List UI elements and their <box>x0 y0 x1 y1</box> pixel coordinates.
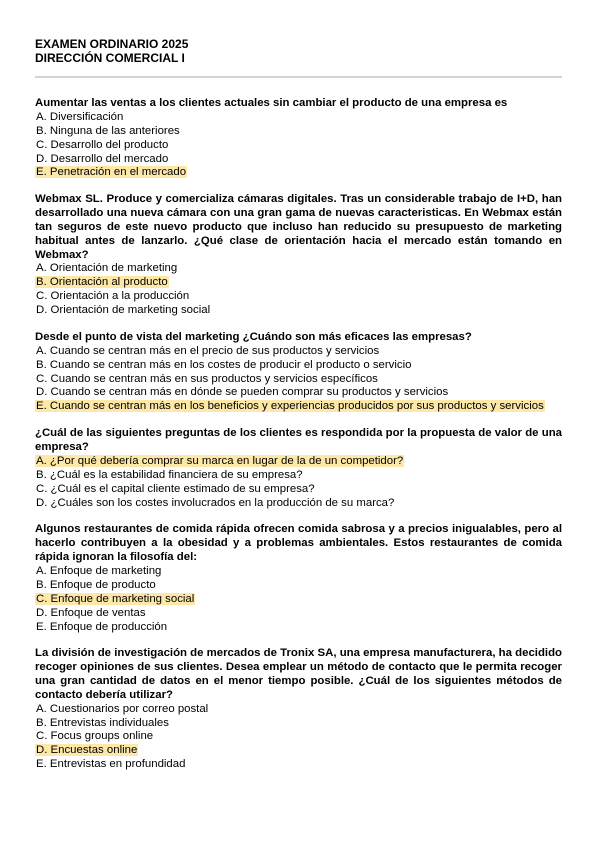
option-d: D. Orientación de marketing social <box>36 304 211 317</box>
option-b: B. ¿Cuál es la estabilidad financiera de su empresa? <box>36 468 303 481</box>
question-text: Aumentar las ventas a los clientes actuales sin cambiar el producto de una empresa es <box>35 97 508 109</box>
option-b: B. Enfoque de producto <box>36 578 156 591</box>
course-title: DIRECCIÓN COMERCIAL I <box>35 51 185 65</box>
option-c: C. Desarrollo del producto <box>36 138 169 151</box>
option-c: C. ¿Cuál es el capital cliente estimado de su empresa? <box>36 482 315 495</box>
option-e-highlighted: E. Cuando se centran más en los beneficios y experiencias producidos por sus productos y servicios <box>36 400 544 413</box>
question-text: La división de investigación de mercados de Tronix SA, una empresa manufacturera, ha decidido recoger opiniones de sus clientes. Desea emplear un método de contacto que le permita recoger una gran cantidad de datos en el menor tiempo posible. ¿Cuál de los siguientes métodos de contacto debería utilizar? <box>35 647 562 701</box>
option-d: D. Cuando se centran más en dónde se pueden comprar su productos y servicios <box>36 386 449 399</box>
option-c: C. Cuando se centran más en sus productos y servicios específicos <box>36 372 378 385</box>
question-text: ¿Cuál de las siguientes preguntas de los clientes es respondida por la propuesta de valor de una empresa? <box>35 427 562 454</box>
option-d: D. Desarrollo del mercado <box>36 152 169 165</box>
option-a: A. Cuestionarios por correo postal <box>36 702 209 715</box>
question-3 <box>35 331 562 414</box>
exam-page <box>35 37 562 785</box>
question-1 <box>35 97 562 180</box>
header-divider <box>35 76 562 78</box>
option-d: D. ¿Cuáles son los costes involucrados en la producción de su marca? <box>36 496 395 509</box>
question-2 <box>35 193 562 318</box>
option-c: C. Orientación a la producción <box>36 290 190 303</box>
option-b: B. Ninguna de las anteriores <box>36 124 180 137</box>
option-a: A. Enfoque de marketing <box>36 564 162 577</box>
option-c: C. Focus groups online <box>36 730 154 743</box>
question-5 <box>35 523 562 634</box>
option-a: A. Diversificación <box>36 110 124 123</box>
question-4 <box>35 427 562 510</box>
option-b: B. Cuando se centran más en los costes de producir el producto o servicio <box>36 358 412 371</box>
option-e: E. Enfoque de producción <box>36 620 168 633</box>
option-a-highlighted: A. ¿Por qué debería comprar su marca en lugar de la de un competidor? <box>36 454 404 467</box>
option-b-highlighted: B. Orientación al producto <box>36 276 168 289</box>
option-d: D. Enfoque de ventas <box>36 606 146 619</box>
option-b: B. Entrevistas individuales <box>36 716 169 729</box>
option-a: A. Orientación de marketing <box>36 262 178 275</box>
question-text: Desde el punto de vista del marketing ¿Cuándo son más eficaces las empresas? <box>35 330 472 343</box>
question-text: Webmax SL. Produce y comercializa cámaras digitales. Tras un considerable trabajo de I+D, han desarrollado una nueva cámara con una gran gama de nuevas caracteristicas. En Webmax están tan seguros de este nuevo producto que incluso han reducido su presupuesto de marketing habitual antes de lanzarlo. ¿Qué clase de orientación hacia el mercado están tomando en Webmax? <box>35 193 562 261</box>
option-e: E. Entrevistas en profundidad <box>36 758 186 771</box>
option-a: A. Cuando se centran más en el precio de sus productos y servicios <box>36 344 380 357</box>
option-e-highlighted: E. Penetración en el mercado <box>36 166 187 179</box>
exam-header <box>35 37 562 65</box>
question-6 <box>35 647 562 772</box>
option-c-highlighted: C. Enfoque de marketing social <box>36 592 195 605</box>
option-d-highlighted: D. Encuestas online <box>36 744 138 757</box>
question-text: Algunos restaurantes de comida rápida ofrecen comida sabrosa y a precios inigualables, pero al hacerlo contribuyen a la obesidad y a problemas ambientales. Estos restaurantes de comida rápida ignoran la filosofía del: <box>35 523 562 564</box>
exam-title: EXAMEN ORDINARIO 2025 <box>35 37 189 51</box>
